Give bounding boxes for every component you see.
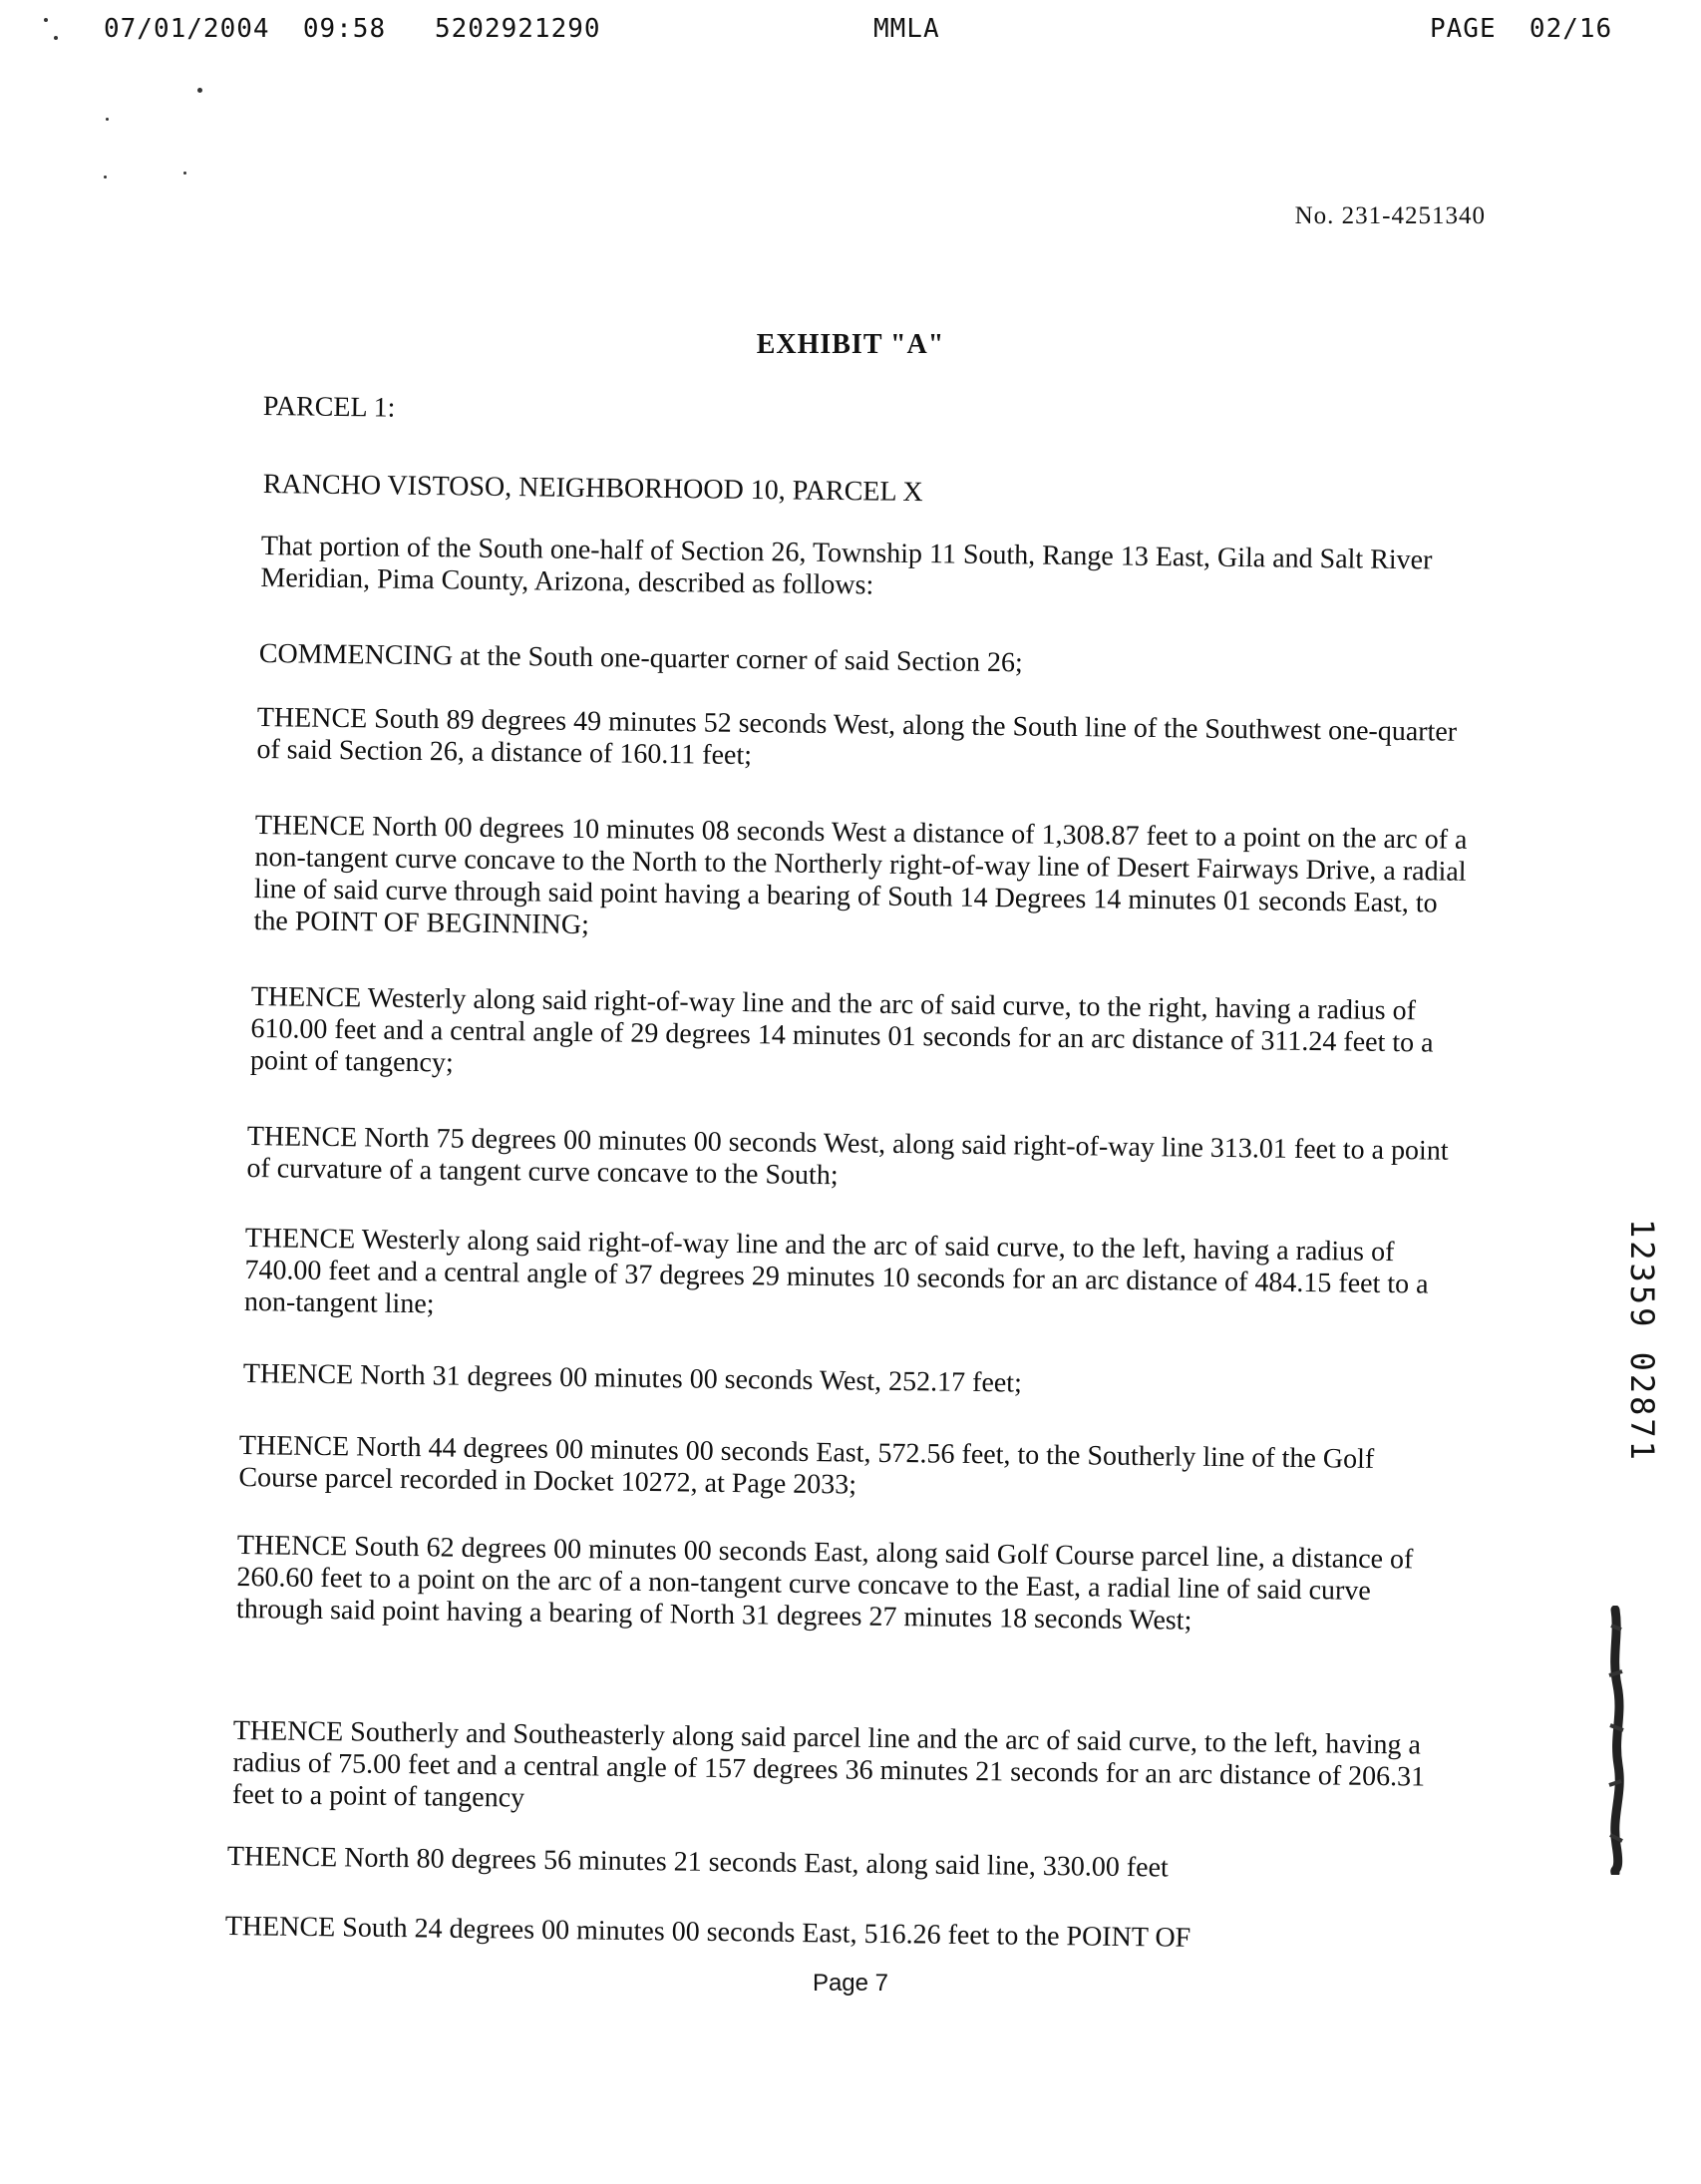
legal-paragraph: COMMENCING at the South one-quarter corner of said Section 26; — [258, 638, 1023, 679]
fax-phone: 5202921290 — [435, 14, 601, 44]
legal-paragraph: THENCE Southerly and Southeasterly along said parcel line and the arc of said curve, to the left, having a radius of 75.00 feet and a central angle of 157 degrees 36 minutes 21 seconds for an arc distance of 206.31 feet to a point of tangency — [231, 1715, 1426, 1814]
legal-paragraph: THENCE South 89 degrees 49 minutes 52 seconds West, along the South line of the Southwest one-quarter of said Section 26, a distance of 160.11 feet; — [256, 702, 1458, 772]
document-number: No. 231-4251340 — [1294, 202, 1486, 229]
fax-datetime: 07/01/2004 09:58 — [104, 14, 387, 44]
scan-speck — [54, 36, 58, 40]
scan-speck — [197, 88, 202, 93]
scan-speck — [44, 18, 48, 22]
legal-paragraph: THENCE Westerly along said right-of-way line and the arc of said curve, to the left, having a radius of 740.00 feet and a central angle of 37 degrees 29 minutes 10 seconds for an arc distance of 484.15 feet to a non-tangent line; — [243, 1223, 1429, 1320]
page-footer: Page 7 — [812, 1970, 889, 1997]
parcel-name: RANCHO VISTOSO, NEIGHBORHOOD 10, PARCEL X — [262, 469, 923, 509]
recording-stamp: 12359 02871 — [1623, 1219, 1661, 1463]
legal-paragraph: THENCE North 75 degrees 00 minutes 00 seconds West, along said right-of-way line 313.01 feet to a point of curvature of a tangent curve concave to the South; — [246, 1121, 1449, 1192]
scan-speck — [104, 176, 107, 179]
parcel-heading: PARCEL 1: — [262, 391, 396, 424]
scan-speck — [183, 172, 186, 175]
legal-paragraph: THENCE North 44 degrees 00 minutes 00 seconds East, 572.56 feet, to the Southerly line of the Golf Course parcel recorded in Docket 10272, at Page 2033; — [238, 1430, 1375, 1501]
legal-paragraph: THENCE South 62 degrees 00 minutes 00 seconds East, along said Golf Course parcel line, a distance of 260.60 feet to a point on the arc of a non-tangent curve concave to the East, a radial line of said curve through said point having a bearing of North 31 degrees 27 minutes 18 seconds West; — [235, 1530, 1414, 1637]
legal-paragraph: That portion of the South one-half of Section 26, Township 11 South, Range 13 East, Gila and Salt River Meridian, Pima County, Arizona, described as follows: — [260, 531, 1433, 601]
legal-paragraph: THENCE South 24 degrees 00 minutes 00 seconds East, 516.26 feet to the POINT OF — [224, 1911, 1191, 1954]
legal-paragraph: THENCE North 00 degrees 10 minutes 08 seconds West a distance of 1,308.87 feet to a point on the arc of a non-tangent curve concave to the North to the Northerly right-of-way line of Desert Fairways Drive, a radial line of said curve through said point having a bearing of South 14 Degrees 14 minutes 01 seconds East, to the POINT OF BEGINNING; — [253, 810, 1468, 941]
fax-sender: MMLA — [873, 14, 940, 44]
legal-paragraph: THENCE North 31 degrees 00 minutes 00 seconds West, 252.17 feet; — [242, 1358, 1023, 1399]
fax-page: PAGE 02/16 — [1430, 14, 1613, 44]
handwritten-initial-mark — [1601, 1606, 1629, 1875]
legal-paragraph: THENCE North 80 degrees 56 minutes 21 seconds East, along said line, 330.00 feet — [226, 1841, 1169, 1884]
scan-speck — [106, 118, 109, 121]
exhibit-title: EXHIBIT "A" — [756, 329, 945, 360]
legal-paragraph: THENCE Westerly along said right-of-way line and the arc of said curve, to the right, having a radius of 610.00 feet and a central angle of 29 degrees 14 minutes 01 seconds for an arc distance of 311.24 feet to a point of tangency; — [249, 981, 1434, 1079]
